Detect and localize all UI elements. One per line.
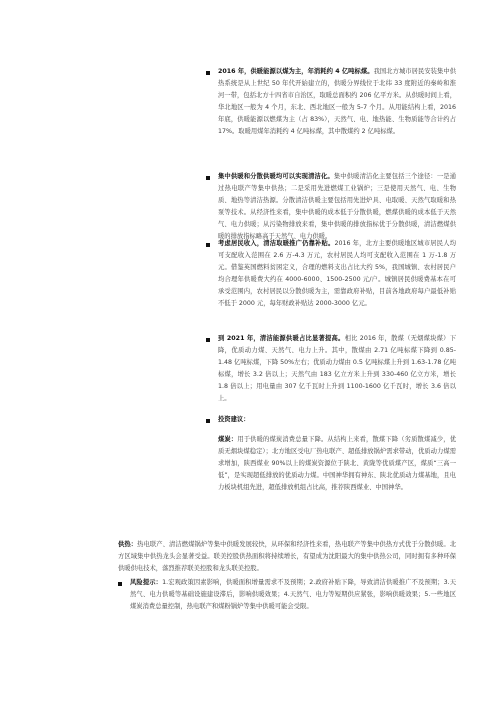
section-3-paragraph — [218, 238, 456, 311]
section-5-lead: 投资建议： — [218, 416, 250, 423]
bullet-marker — [206, 176, 210, 180]
bullet-marker — [206, 71, 210, 75]
heat-paragraph — [118, 539, 456, 575]
bullet-marker — [206, 243, 210, 247]
section-1-body: 我国北方城市居民安装集中供热系统是从上世纪 50 年代开始建立的，供暖分界线位于北纬 33 度附近的秦岭和淮河一带，包括北方十四省市自治区，取暖总面积约 206 亿平方米。从供暖时间上看，华北地区一般为 4 个月，东北、西北地区一般为 5-7 个月。从用能结构上看，2016 年底，供暖能源以燃煤为主（占 83%），天然气、电、地热能、生物质能等合计约占 17%。取暖用煤年消耗约 4 亿吨标煤，其中散煤约 2 亿吨标煤。 — [218, 68, 457, 136]
bullet-marker — [206, 338, 210, 342]
section-1-lead: 2016 年，供暖能源以煤为主，年消耗约 4 亿吨标煤。 — [218, 68, 374, 75]
section-2-paragraph — [218, 171, 456, 244]
risk-paragraph — [130, 577, 456, 613]
section-3-lead: 考虑居民收入，清洁取暖推广仍靠补贴。 — [218, 240, 335, 247]
heat-body: 热电联产、清洁燃煤锅炉等集中供暖发展较快，从环保和经济性来看，热电联产等集中供热方式优于分散供暖。北方区域集中供热龙头会显著受益。联美控股供热面积将持续增长，有望成为沈阳最大的集中供热公司，同时拥有多种环保供暖供电技术，落烈推荐联美控股和龙头联美控股。 — [118, 541, 457, 573]
bullet-marker — [118, 582, 122, 586]
heat-lead: 供热： — [118, 541, 138, 548]
risk-lead: 风险提示： — [130, 579, 163, 586]
bullet-marker — [206, 419, 210, 423]
section-1-paragraph — [218, 66, 456, 139]
section-4-lead: 到 2021 年，清洁能源供暖占比显著提高。 — [218, 335, 345, 342]
section-4-paragraph — [218, 333, 456, 406]
section-3-body: 2016 年，北方主要供暖地区城市居民人均可支配收入范围在 2.6 万-4.3 万元，农村居民人均可支配收入范围在 1 万-1.8 万元。借鉴英国燃料贫困定义，合理的燃料支出占比大约 5%，我国城镇、农村居民户均合理年供暖费大约在 4000-6000、1500-2500 元/户。城镇居民供暖费基本在可承受范围内，农村居民以分散供暖为主，需靠政府补贴，目前各地政府每户最低补贴不低于 2000 元，每年财政补贴达 2000-3000 亿元。 — [218, 240, 457, 308]
coal-paragraph — [218, 434, 456, 494]
section-5-paragraph — [218, 414, 456, 426]
coal-body: 用于供暖的煤炭消费总量下降。从结构上来看，散煤下降（劣质散煤减少，优质无烟块煤稳定）；北方地区受电厂热电联产、超低排放锅炉需求带动，优质动力煤需求增加，陕西煤业 90%以上的煤炭资源位于陕北、黄陇等优质煤产区，煤质“三高一低”，是实现超低排放的优质动力煤。中国神华拥有神东、陕北优质动力煤基地，且电力板块机组先进，超低排放机组占比高，推荐陕西煤业、中国神华。 — [218, 436, 457, 492]
risk-body: 1.宏观政策因素影响，供暖面积增量需求不及预期；2.政府补贴下降，导致清洁供暖推广不及预期；3.天然气、电力供暖等基础设施建设滞后，影响供暖效果；4.天然气、电力等短期供应紧张，影响供暖效果；5.一些地区煤炭消费总量控制，热电联产和煤粉锅炉等集中供暖可能会受限。 — [130, 579, 457, 611]
coal-lead: 煤炭： — [218, 436, 238, 443]
section-2-lead: 集中供暖和分散供暖均可以实现清洁化。 — [218, 173, 334, 180]
section-4-body: 相比 2016 年，散煤（无烟煤块煤）下降，优质动力煤、天然气、电力上升。其中，散煤由 2.71 亿吨标煤下降到 0.85-1.48 亿吨标煤，下降 50%左右；优质动力煤由 0.5 亿吨标煤上升到 1.63-1.78 亿吨标煤，增长 3.2 倍以上；天然气由 183 亿立方米上升到 330-460 亿立方米，增长 1.8 倍以上；用电量由 307 亿千瓦时上升到 1100-1600 亿千瓦时，增长 3.6 倍以上。 — [218, 335, 456, 403]
section-2-body: 集中供暖清洁化主要包括三个途径：一是通过热电联产等集中供热；二是采用先进燃煤工业锅炉；三是使用天然气、电、生物质、地热等清洁热源。分散清洁供暖主要包括用先进炉具、电取暖、天然气取暖和热泵等技术。从经济性来看，集中供暖的成本低于分散供暖，燃煤供暖的成本低于天然气、电力供暖；从污染物排放来看，集中供暖的排放指标优于分散供暖，清洁燃煤供暖的排放指标略高于天然气、电力供暖。 — [218, 173, 457, 241]
